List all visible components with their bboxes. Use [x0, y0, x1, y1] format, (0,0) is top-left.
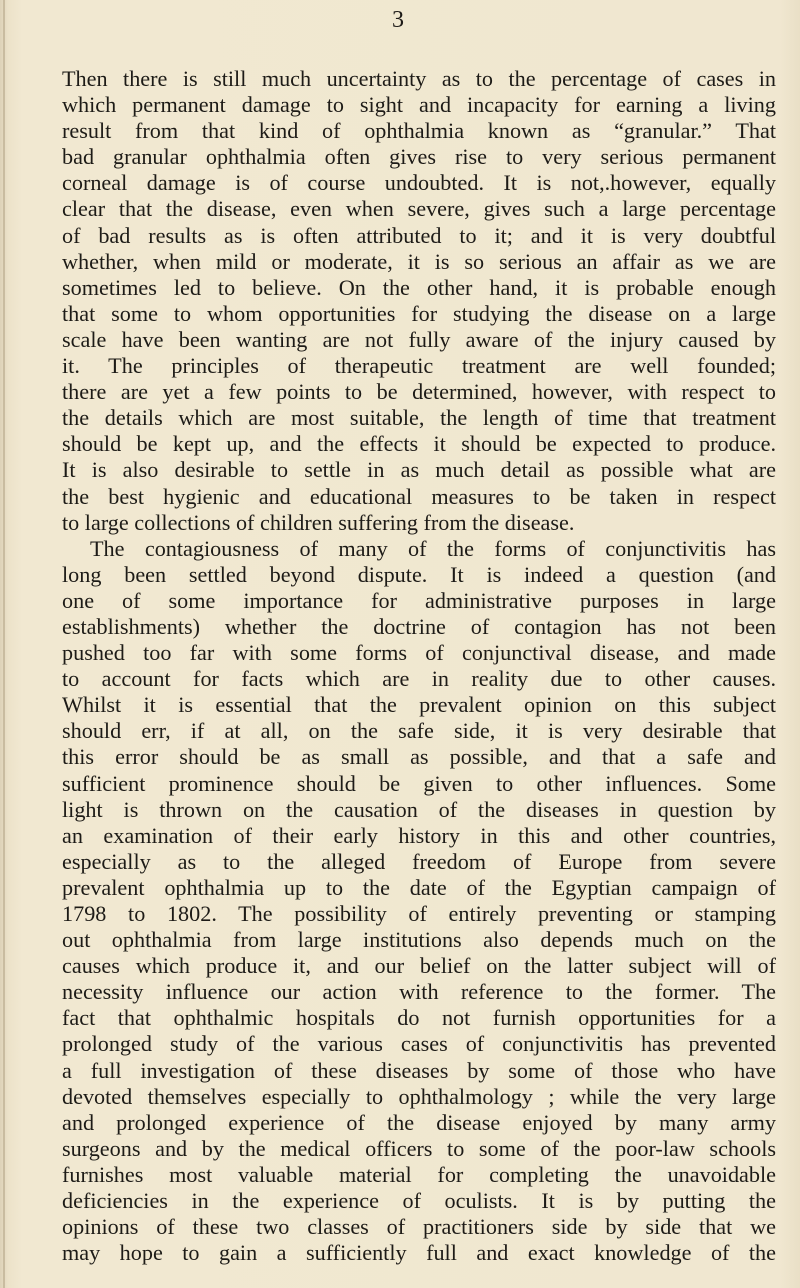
text-line: one of some importance for administrative purposes in large	[62, 587, 776, 613]
text-line: whether, when mild or moderate, it is so serious an affair as we are	[62, 248, 776, 274]
text-line: the details which are most suitable, the length of time that treatment	[62, 405, 776, 431]
text-line: there are yet a few points to be determined, however, with respect to	[62, 379, 776, 405]
text-line: bad granular ophthalmia often gives rise to very serious permanent	[62, 144, 776, 170]
text-line: and prolonged experience of the disease enjoyed by many army	[62, 1109, 776, 1135]
text-line: surgeons and by the medical officers to some of the poor-law schools	[62, 1135, 776, 1161]
text-line: necessity influence our action with reference to the former. The	[62, 979, 776, 1005]
text-line: Whilst it is essential that the prevalent opinion on this subject	[62, 692, 776, 718]
text-line: result from that kind of ophthalmia known as “granular.” That	[62, 118, 776, 144]
text-line: scale have been wanting are not fully aware of the injury caused by	[62, 326, 776, 352]
text-line: causes which produce it, and our belief on the latter subject will of	[62, 953, 776, 979]
text-line: to large collections of children suffering from the disease.	[62, 509, 575, 535]
text-line: pushed too far with some forms of conjunctival disease, and made	[62, 640, 776, 666]
text-line: should err, if at all, on the safe side, it is very desirable that	[62, 718, 776, 744]
text-line: should be kept up, and the effects it should be expected to produce.	[62, 431, 776, 457]
text-line: light is thrown on the causation of the diseases in question by	[62, 796, 776, 822]
text-line: opinions of these two classes of practitioners side by side that we	[62, 1214, 776, 1240]
text-line: which permanent damage to sight and incapacity for earning a living	[62, 92, 776, 118]
page-number: 3	[392, 7, 404, 33]
text-line: long been settled beyond dispute. It is indeed a question (and	[62, 561, 776, 587]
text-line: prevalent ophthalmia up to the date of the Egyptian campaign of	[62, 874, 776, 900]
text-line: this error should be as small as possible, and that a safe and	[62, 744, 776, 770]
text-line: it. The principles of therapeutic treatment are well founded;	[62, 353, 776, 379]
text-line: 1798 to 1802. The possibility of entirely preventing or stamping	[62, 901, 776, 926]
text-line: the best hygienic and educational measures to be taken in respect	[62, 483, 776, 509]
text-line: fact that ophthalmic hospitals do not furnish opportunities for a	[62, 1005, 776, 1031]
text-line: especially as to the alleged freedom of Europe from severe	[62, 848, 776, 874]
text-line: that some to whom opportunities for studying the disease on a large	[62, 300, 776, 326]
text-line: devoted themselves especially to ophthalmology ; while the very large	[62, 1083, 776, 1109]
text-line: It is also desirable to settle in as much detail as possible what are	[62, 457, 776, 483]
text-line: a full investigation of these diseases by some of those who have	[62, 1057, 776, 1083]
text-line: sometimes led to believe. On the other hand, it is probable enough	[62, 274, 776, 300]
text-line: deficiencies in the experience of oculists. It is by putting the	[62, 1188, 776, 1214]
text-line: an examination of their early history in this and other countries,	[62, 822, 776, 848]
text-line: Then there is still much uncertainty as to the percentage of cases in	[62, 66, 776, 91]
body-text	[62, 66, 776, 1266]
text-line: furnishes most valuable material for completing the unavoidable	[62, 1161, 776, 1187]
text-line: of bad results as is often attributed to it; and it is very doubtful	[62, 222, 776, 248]
text-line: establishments) whether the doctrine of contagion has not been	[62, 613, 776, 639]
page-gutter	[3, 0, 5, 1288]
text-line: may hope to gain a sufficiently full and exact knowledge of the	[62, 1240, 776, 1266]
text-line: to account for facts which are in reality due to other causes.	[62, 666, 776, 692]
paragraph-start-line: The contagiousness of many of the forms of conjunctivitis has	[90, 535, 776, 561]
text-line: sufficient prominence should be given to other influences. Some	[62, 770, 776, 796]
text-line: clear that the disease, even when severe, gives such a large percentage	[62, 196, 776, 222]
text-line: prolonged study of the various cases of conjunctivitis has prevented	[62, 1031, 776, 1057]
text-line: out ophthalmia from large institutions also depends much on the	[62, 927, 776, 953]
text-line: corneal damage is of course undoubted. It is not,.however, equally	[62, 170, 776, 196]
